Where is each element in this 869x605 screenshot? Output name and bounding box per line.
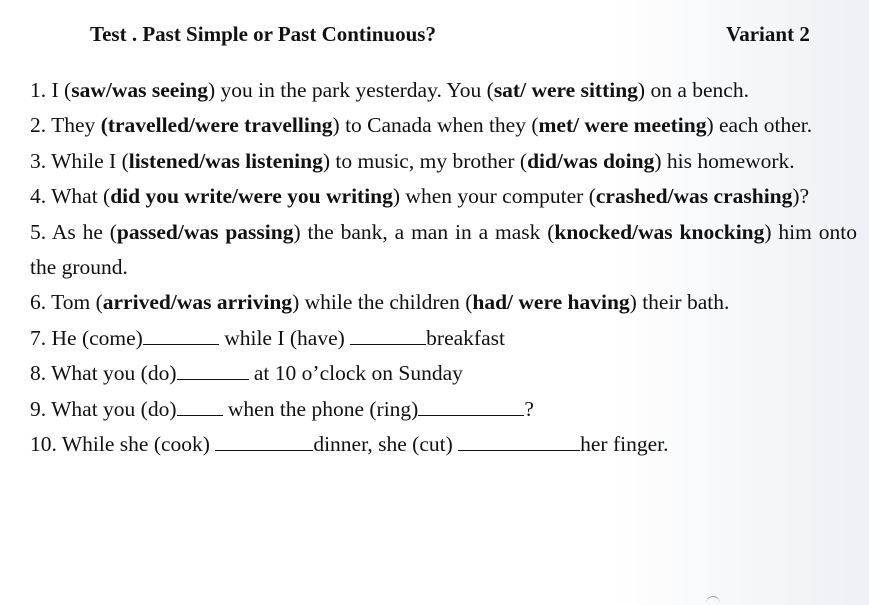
test-title: Test . Past Simple or Past Continuous? (90, 22, 436, 46)
item-text: ) their bath. (629, 290, 730, 315)
item-text: at 10 o’clock on Sunday (248, 361, 463, 386)
answer-blank[interactable] (143, 326, 219, 345)
variant-label: Variant 2 (726, 22, 810, 46)
verb-options: met/ were meeting (538, 113, 707, 138)
item-text: when the phone (ring) (222, 396, 419, 421)
verb-options: arrived/was arriving (102, 290, 293, 315)
answer-blank[interactable] (350, 326, 426, 345)
item-text: What you (do) (51, 396, 177, 421)
exercise-list (30, 73, 857, 462)
item-text: )? (792, 184, 810, 209)
item-text: ? (524, 396, 534, 421)
page-edge-mark (706, 596, 720, 605)
item-number: 8. (30, 361, 47, 386)
item-number: 4. (30, 184, 47, 209)
exercise-item-8 (30, 356, 857, 391)
item-number: 2. (30, 113, 47, 138)
item-text: What ( (51, 184, 111, 209)
item-number: 7. (30, 325, 47, 350)
item-text: ) you in the park yesterday. You ( (207, 78, 494, 102)
answer-blank[interactable] (177, 361, 249, 380)
exercise-item-10 (30, 427, 857, 462)
answer-blank[interactable] (418, 397, 524, 416)
answer-blank[interactable] (215, 432, 313, 451)
item-text: They (51, 113, 101, 138)
item-text: ) to music, my brother ( (322, 148, 528, 173)
test-header (0, 22, 869, 54)
exercise-item-1 (30, 73, 857, 108)
verb-options: listened/was listening (128, 148, 323, 173)
item-number: 1. (30, 78, 47, 102)
verb-options: (travelled/were travelling (100, 113, 333, 138)
exercise-item-9 (30, 392, 857, 427)
item-number: 9. (30, 396, 47, 421)
item-number: 6. (30, 290, 47, 315)
item-text: her finger. (580, 432, 669, 457)
item-number: 5. (30, 219, 47, 244)
exercise-item-5 (30, 215, 857, 286)
item-text: dinner, she (cut) (313, 432, 459, 457)
item-text: While she (cook) (61, 432, 216, 457)
item-text: ) on a bench. (637, 78, 749, 102)
item-number: 3. (30, 148, 47, 173)
item-text: What you (do) (51, 361, 177, 386)
item-text: ) each other. (706, 113, 813, 138)
item-text: breakfast (426, 325, 505, 350)
verb-options: did you write/were you writing (110, 184, 393, 209)
exercise-item-2 (30, 108, 857, 143)
item-text: He (come) (51, 325, 143, 350)
verb-options: saw/was seeing (71, 78, 208, 102)
item-text: ) while the children ( (292, 290, 473, 315)
item-text: ) him onto the ground. (30, 219, 857, 280)
item-text: Tom ( (51, 290, 103, 315)
item-text: while I (have) (218, 325, 351, 350)
item-text: ) when your computer ( (392, 184, 596, 209)
verb-options: did/was doing (527, 148, 655, 173)
verb-options: crashed/was crashing (595, 184, 793, 209)
item-text: ) his homework. (654, 148, 795, 173)
verb-options: passed/was passing (116, 219, 294, 244)
verb-options: had/ were having (472, 290, 630, 315)
item-text: ) the bank, a man in a mask ( (293, 219, 555, 244)
item-text: As he ( (51, 219, 117, 244)
item-text: ) to Canada when they ( (332, 113, 539, 138)
item-text: I ( (51, 78, 72, 102)
exercise-item-3 (30, 144, 857, 179)
exercise-item-4 (30, 179, 857, 214)
answer-blank[interactable] (177, 397, 223, 416)
answer-blank[interactable] (458, 432, 580, 451)
verb-options: sat/ were sitting (493, 78, 638, 102)
exercise-item-6 (30, 285, 857, 320)
item-text: While I ( (51, 148, 129, 173)
verb-options: knocked/was knocking (554, 219, 765, 244)
exercise-item-7 (30, 321, 857, 356)
item-number: 10. (30, 432, 57, 457)
